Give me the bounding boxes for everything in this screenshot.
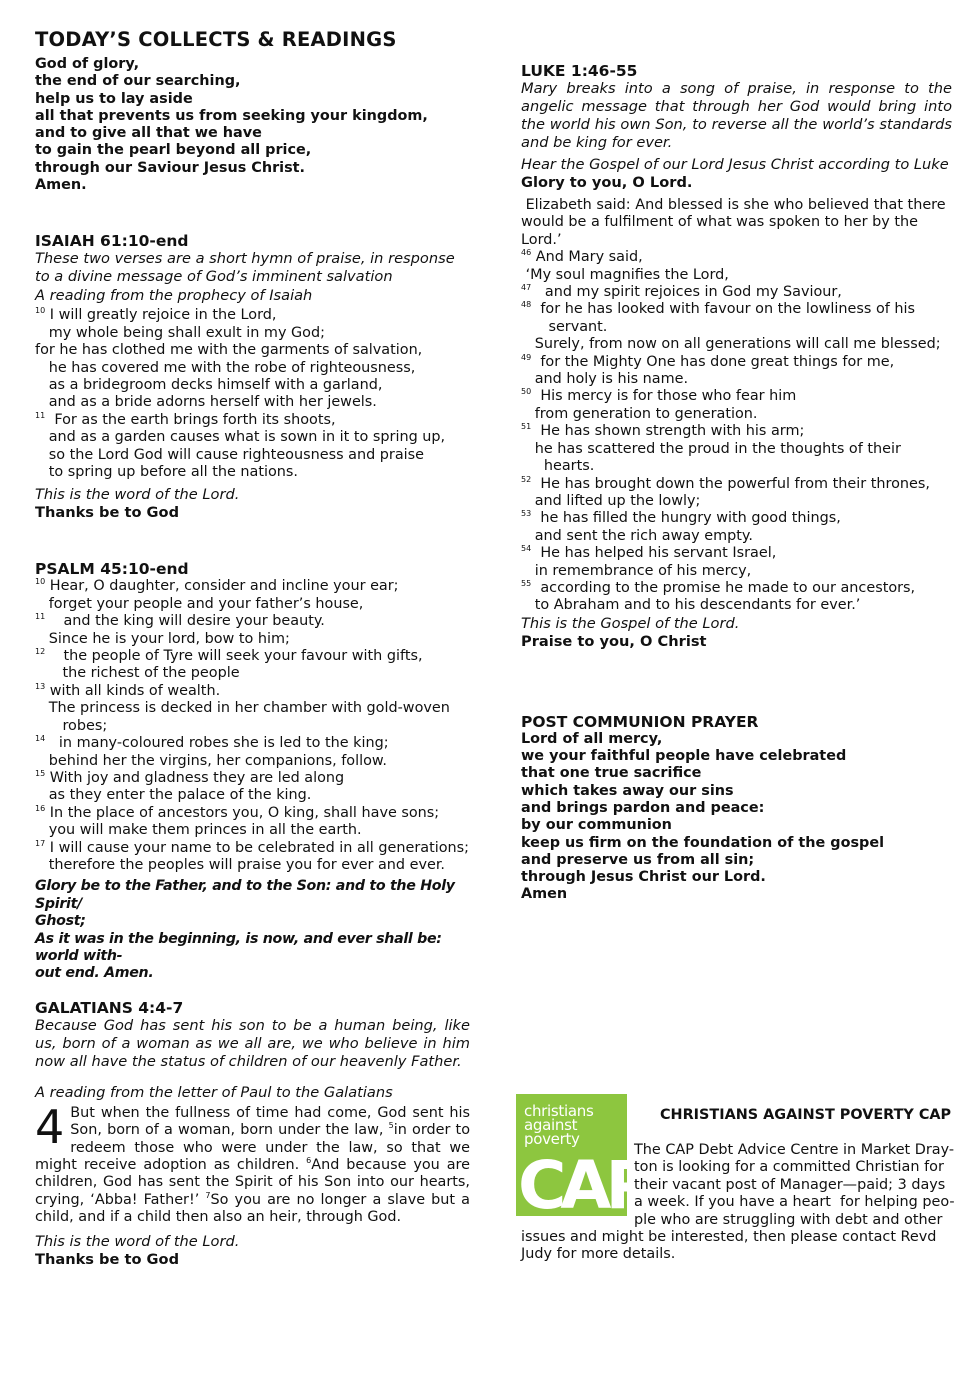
galatians-heading: GALATIANS 4:4-7 (35, 998, 184, 1017)
verse-text: from generation to generation. (521, 405, 758, 422)
psalm-line (35, 596, 470, 613)
prayer-line: and brings pardon and peace: (521, 799, 765, 816)
luke-line (521, 301, 952, 318)
psalm-heading: PSALM 45:10-end (35, 560, 189, 579)
isaiah-line (35, 429, 470, 446)
galatians-text-c: And because you are children, God has sent the Spirit of his Son into our hearts, crying, ‘Abba! Father!’ (35, 1157, 470, 1208)
luke-line (521, 545, 952, 562)
isaiah-section (35, 232, 470, 522)
verse-text: he has filled the hungry with good things, (531, 510, 841, 527)
psalm-text (35, 578, 470, 874)
verse-text: and sent the rich away empty. (521, 527, 753, 544)
verse-text: I will greatly rejoice in the Lord, (45, 307, 277, 324)
isaiah-line (35, 394, 470, 411)
luke-line (521, 528, 952, 545)
luke-line (521, 371, 952, 388)
luke-announce: Hear the Gospel of our Lord Jesus Christ according to Luke (521, 156, 949, 173)
psalm-line (35, 770, 470, 787)
verse-number: 49 (521, 352, 532, 362)
luke-line (521, 423, 952, 440)
verse-text: The princess is decked in her chamber with gold-woven (35, 700, 450, 717)
prayer-line: by our communion (521, 817, 672, 834)
cap-heading: CHRISTIANS AGAINST POVERTY CAP (660, 1107, 952, 1123)
verse-text: for the Mighty One has done great things for me, (531, 353, 895, 370)
luke-line (521, 336, 952, 353)
verse-text: therefore the peoples will praise you for ever and ever. (35, 856, 445, 873)
collect-line: Amen. (35, 177, 87, 194)
verse-number: 47 (521, 283, 532, 293)
verse-text: to spring up before all the nations. (35, 464, 298, 481)
cap-line: a week. If you have a heart for helping peo- (634, 1194, 955, 1211)
luke-line (521, 354, 952, 371)
collect (35, 56, 470, 194)
verse-text: Since he is your lord, bow to him; (35, 630, 290, 647)
verse-number: 17 (35, 838, 46, 848)
prayer-line: through Jesus Christ our Lord. (521, 869, 766, 886)
verse-text: and as a garden causes what is sown in it to spring up, (35, 429, 446, 446)
luke-heading: LUKE 1:46-55 (521, 62, 638, 80)
collect-line: help us to lay aside (35, 90, 193, 107)
isaiah-text (35, 307, 470, 481)
gloria-line: As it was in the beginning, is now, and ever shall be: world with- (35, 930, 442, 964)
verse-text: He has helped his servant Israel, (531, 545, 777, 562)
verse-number: 7 (205, 1191, 211, 1201)
isaiah-line (35, 412, 470, 429)
verse-text: my whole being shall exult in my God; (35, 324, 325, 341)
galatians-ending: This is the word of the Lord. (35, 1232, 240, 1250)
verse-text: And Mary said, (531, 249, 643, 266)
isaiah-announce: A reading from the prophecy of Isaiah (35, 287, 313, 305)
collect-line: to gain the pearl beyond all price, (35, 142, 312, 159)
verse-text: so the Lord God will cause righteousness and praise (35, 446, 425, 463)
psalm-line (35, 857, 470, 874)
cap-line: The CAP Debt Advice Centre in Market Dray- (634, 1142, 955, 1158)
galatians-text-b: in order to redeem those who were under the law, so that we might receive adoption as children. (35, 1122, 470, 1173)
luke-line (521, 388, 952, 405)
verse-text: to Abraham and to his descendants for ever.’ (521, 597, 861, 614)
verse-text: he has scattered the proud in the thoughts of their (521, 440, 901, 457)
collect-line: the end of our searching, (35, 73, 241, 90)
psalm-line (35, 805, 470, 822)
cap-line: Judy for more details. (521, 1246, 676, 1263)
luke-intro: Mary breaks into a song of praise, in response to the angelic message that through her God would bring into the world his own Son, to reverse all the world’s standards and be king for ever. (521, 80, 952, 151)
verse-text: servant. (521, 318, 608, 335)
galatians-announce: A reading from the letter of Paul to the Galatians (35, 1083, 393, 1101)
verse-number: 12 (35, 647, 46, 657)
prayer-line: Amen (521, 886, 568, 903)
psalm-line (35, 700, 470, 717)
cap-logo-line: christians (524, 1102, 594, 1120)
psalm-line (35, 718, 470, 735)
post-communion-prayer (521, 731, 952, 904)
luke-line (521, 319, 952, 336)
galatians-section (35, 999, 470, 1269)
verse-text: and lifted up the lowly; (521, 492, 701, 509)
left-column (35, 29, 470, 1269)
luke-line (521, 214, 952, 231)
verse-text: for he has clothed me with the garments of salvation, (35, 342, 423, 359)
gloria-line: out end. Amen. (35, 965, 154, 982)
prayer-line: that one true sacrifice (521, 765, 702, 782)
isaiah-line (35, 360, 470, 377)
verse-number: 10 (35, 306, 46, 316)
verse-text: would be a fulfilment of what was spoken to her by the (521, 214, 918, 231)
isaiah-line (35, 377, 470, 394)
luke-line (521, 441, 952, 458)
verse-number: 5 (388, 1121, 394, 1131)
verse-number: 10 (35, 577, 46, 587)
luke-line (521, 563, 952, 580)
isaiah-line (35, 447, 470, 464)
cap-logo-wordmark: CAP (518, 1147, 648, 1224)
galatians-text (35, 1099, 470, 1227)
verse-text: For as the earth brings forth its shoots, (45, 411, 336, 428)
verse-number: 13 (35, 682, 46, 692)
isaiah-response: Thanks be to God (35, 504, 180, 522)
collect-line: all that prevents us from seeking your kingdom, (35, 107, 428, 124)
psalm-section (35, 560, 470, 982)
luke-line (521, 510, 952, 527)
verse-text: the people of Tyre will seek your favour with gifts, (45, 648, 423, 665)
cap-text (521, 1142, 961, 1264)
cap-line: ple who are struggling with debt and other (634, 1211, 943, 1228)
luke-line (521, 197, 952, 214)
verse-number: 54 (521, 544, 532, 554)
luke-line (521, 249, 952, 266)
collect-line: God of glory, (35, 56, 140, 72)
galatians-intro: Because God has sent his son to be a human being, like us, born of a woman as we all are, we who believe in him now all have the status of children of our heavenly Father. (35, 1016, 470, 1070)
verse-text: you will make them princes in all the earth. (35, 822, 362, 839)
verse-number: 50 (521, 387, 532, 397)
verse-text: ‘My soul magnifies the Lord, (521, 266, 729, 283)
verse-text: as a bridegroom decks himself with a garland, (35, 377, 383, 393)
luke-section (521, 62, 952, 651)
luke-line (521, 232, 952, 249)
verse-text: With joy and gladness they are led along (45, 769, 345, 786)
verse-number: 15 (35, 769, 46, 779)
verse-text: with all kinds of wealth. (45, 682, 221, 699)
prayer-line: and preserve us from all sin; (521, 851, 755, 868)
isaiah-ending: This is the word of the Lord. (35, 486, 240, 504)
psalm-line (35, 665, 470, 682)
verse-text: Lord.’ (521, 231, 562, 248)
verse-text: Hear, O daughter, consider and incline your ear; (45, 578, 399, 595)
verse-text: hearts. (521, 458, 595, 475)
verse-number: 53 (521, 509, 532, 519)
verse-number: 46 (521, 248, 532, 258)
luke-line (521, 493, 952, 510)
cap-logo-line: against (524, 1116, 578, 1134)
galatians-text-d: So you are no longer a slave but a child, and if a child then also an heir, through God. (35, 1191, 470, 1226)
isaiah-line (35, 342, 470, 359)
verse-number: 48 (521, 300, 532, 310)
gloria (35, 878, 470, 982)
verse-text: in many-coloured robes she is led to the king; (45, 735, 389, 752)
gloria-line: Glory be to the Father, and to the Son: and to the Holy Spirit/ (35, 878, 455, 912)
luke-announce-response: Glory to you, O Lord. (521, 174, 693, 191)
verse-number: 14 (35, 734, 46, 744)
collect-line: through our Saviour Jesus Christ. (35, 159, 306, 176)
isaiah-intro: These two verses are a short hymn of praise, in response to a divine message of God’s imminent salvation (35, 250, 455, 286)
cap-line: their vacant post of Manager—paid; 3 days (634, 1176, 946, 1193)
psalm-line (35, 683, 470, 700)
verse-text: His mercy is for those who fear him (531, 388, 797, 405)
verse-text: for he has looked with favour on the lowliness of his (531, 301, 916, 318)
verse-text: He has brought down the powerful from their thrones, (531, 475, 930, 492)
psalm-line (35, 648, 470, 665)
galatians-response: Thanks be to God (35, 1250, 180, 1268)
post-communion-heading: POST COMMUNION PRAYER (521, 712, 759, 731)
luke-text (521, 197, 952, 615)
verse-text: in remembrance of his mercy, (521, 562, 752, 579)
verse-text: and as a bride adorns herself with her jewels. (35, 394, 377, 411)
luke-response: Praise to you, O Christ (521, 632, 707, 650)
cap-line: ton is looking for a committed Christian for (634, 1159, 944, 1176)
gloria-line: Ghost; (35, 913, 86, 930)
psalm-line (35, 613, 470, 630)
luke-line (521, 406, 952, 423)
verse-text: Surely, from now on all generations will call me blessed; (521, 336, 941, 353)
collect-line: and to give all that we have (35, 125, 262, 142)
luke-line (521, 267, 952, 284)
verse-number: 55 (521, 579, 532, 589)
cap-logo-line: poverty (524, 1130, 580, 1148)
verse-number: 6 (306, 1156, 312, 1166)
prayer-line: we your faithful people have celebrated (521, 748, 847, 765)
verse-text: behind her the virgins, her companions, follow. (35, 752, 387, 769)
verse-number: 11 (35, 612, 46, 622)
luke-line (521, 458, 952, 475)
cap-line: issues and might be interested, then please contact Revd (521, 1229, 937, 1246)
verse-text: the richest of the people (35, 665, 240, 682)
psalm-line (35, 631, 470, 648)
psalm-line (35, 840, 470, 857)
prayer-line: keep us firm on the foundation of the gospel (521, 834, 885, 851)
verse-text: he has covered me with the robe of righteousness, (35, 359, 416, 376)
verse-number: 11 (35, 411, 46, 421)
post-communion-section (521, 713, 952, 904)
verse-text: In the place of ancestors you, O king, shall have sons; (45, 804, 440, 821)
verse-text: robes; (35, 717, 108, 734)
verse-number: 51 (521, 422, 532, 432)
psalm-line (35, 822, 470, 839)
psalm-line (35, 753, 470, 770)
verse-text: Elizabeth said: And blessed is she who believed that there (521, 197, 946, 213)
luke-line (521, 597, 952, 614)
galatians-text-a: But when the fullness of time had come, God sent his Son, born of a woman, born under the law, (70, 1104, 470, 1139)
prayer-line: which takes away our sins (521, 782, 734, 799)
verse-text: and holy is his name. (521, 371, 689, 388)
verse-text: I will cause your name to be celebrated in all generations; (45, 839, 469, 856)
verse-text: and my spirit rejoices in God my Saviour, (531, 284, 842, 301)
psalm-line (35, 735, 470, 752)
luke-ending: This is the Gospel of the Lord. (521, 614, 740, 632)
verse-text: and the king will desire your beauty. (45, 613, 325, 630)
luke-line (521, 284, 952, 301)
isaiah-line (35, 307, 470, 324)
luke-line (521, 476, 952, 493)
chapter-number: 4 (35, 1099, 65, 1154)
isaiah-line (35, 325, 470, 342)
page-title: TODAY’S COLLECTS & READINGS (35, 28, 397, 51)
psalm-line (35, 787, 470, 804)
verse-text: as they enter the palace of the king. (35, 787, 312, 804)
psalm-line (35, 578, 470, 595)
right-column (521, 62, 952, 904)
verse-text: He has shown strength with his arm; (531, 423, 805, 440)
verse-number: 16 (35, 803, 46, 813)
isaiah-heading: ISAIAH 61:10-end (35, 232, 189, 251)
verse-text: according to the promise he made to our ancestors, (531, 579, 916, 596)
verse-number: 52 (521, 474, 532, 484)
isaiah-line (35, 464, 470, 481)
luke-line (521, 580, 952, 597)
verse-text: forget your people and your father’s house, (35, 595, 364, 612)
prayer-line: Lord of all mercy, (521, 730, 663, 747)
